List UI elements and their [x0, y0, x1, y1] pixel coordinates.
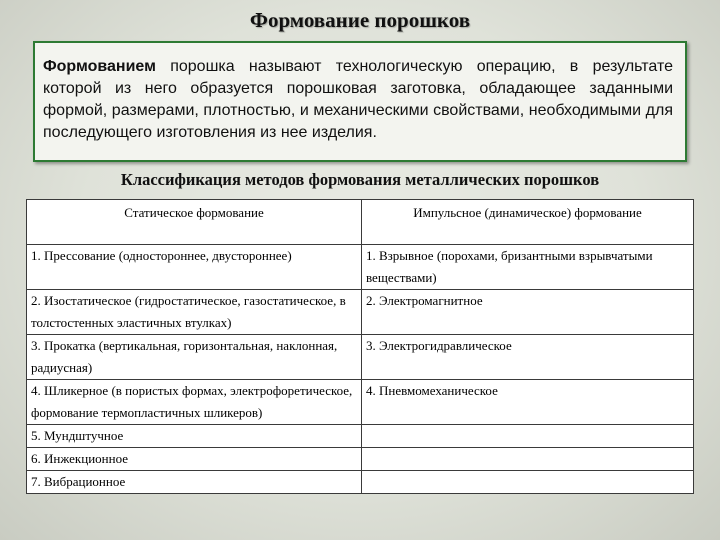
page-title: Формование порошков — [249, 8, 471, 32]
impulse-method-cell — [362, 471, 694, 494]
static-method-cell: 3. Прокатка (вертикальная, горизонтальная, наклонная, радиусная) — [27, 335, 362, 380]
table-row — [27, 245, 694, 290]
static-method-cell: 1. Прессование (одностороннее, двустороннее) — [27, 245, 362, 290]
table-row — [27, 425, 694, 448]
static-method-cell: 2. Изостатическое (гидростатическое, газостатическое, в толстостенных эластичных втулках) — [27, 290, 362, 335]
table-row — [27, 471, 694, 494]
header-impulse: Импульсное (динамическое) формование — [362, 200, 694, 245]
table-row — [27, 290, 694, 335]
impulse-method-cell: 2. Электромагнитное — [362, 290, 694, 335]
table-title: Классификация методов формования металлических порошков — [120, 170, 600, 189]
definition-text: порошка называют технологическую операцию, в результате которой из него образуется порошковая заготовка, обладающее заданными формой, размерами, плотностью, и механическими свойствами, необходимыми для последующего изготовления из нее изделия. — [43, 58, 673, 141]
table-row — [27, 380, 694, 425]
impulse-method-cell — [362, 425, 694, 448]
classification-table — [26, 199, 694, 494]
impulse-method-cell — [362, 448, 694, 471]
header-static: Статическое формование — [27, 200, 362, 245]
static-method-cell: 7. Вибрационное — [27, 471, 362, 494]
definition-box — [33, 41, 687, 162]
table-header-row — [27, 200, 694, 245]
static-method-cell: 6. Инжекционное — [27, 448, 362, 471]
static-method-cell: 4. Шликерное (в пористых формах, электрофоретическое, формование термопластичных шликеров) — [27, 380, 362, 425]
table-row — [27, 335, 694, 380]
impulse-method-cell: 1. Взрывное (порохами, бризантными взрывчатыми веществами) — [362, 245, 694, 290]
impulse-method-cell: 4. Пневмомеханическое — [362, 380, 694, 425]
static-method-cell: 5. Мундштучное — [27, 425, 362, 448]
definition-term: Формованием — [43, 58, 156, 75]
table-row — [27, 448, 694, 471]
impulse-method-cell: 3. Электрогидравлическое — [362, 335, 694, 380]
